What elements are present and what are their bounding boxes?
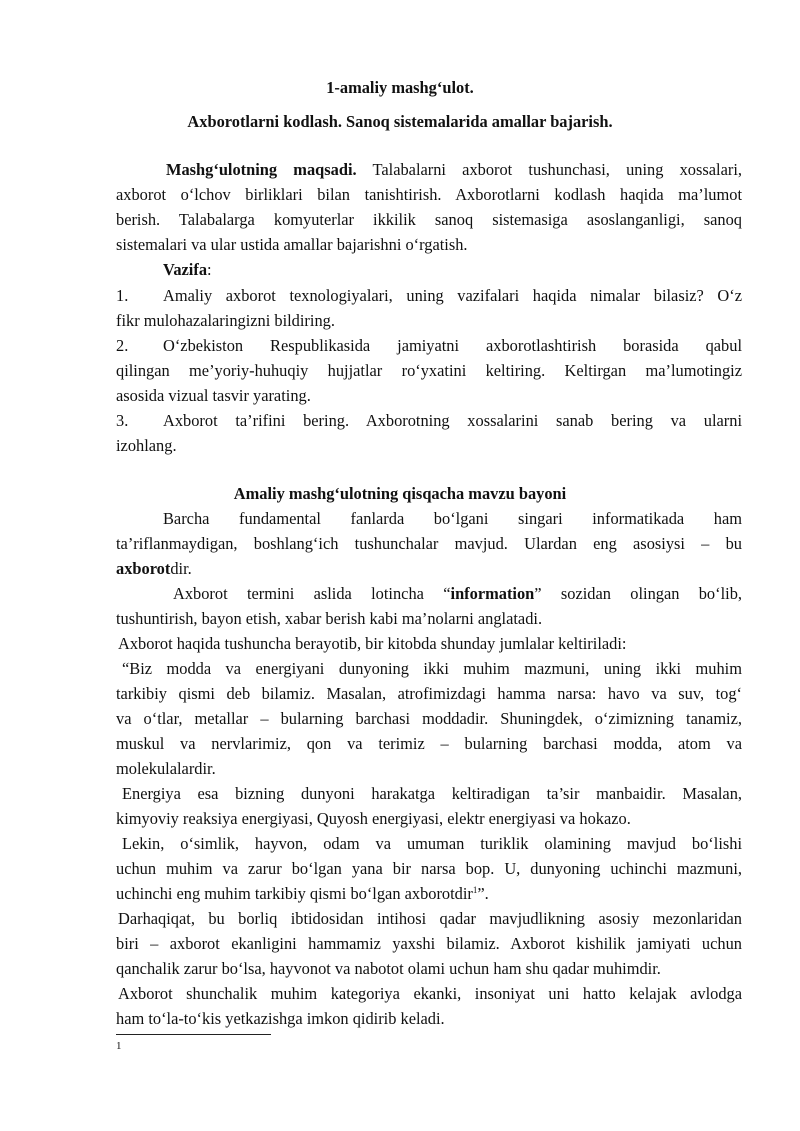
task-label: Vazifa [163,260,208,279]
p8-line-1: Axborot shunchalik muhim kategoriya ekanki, insoniyat uni hatto kelajak avlodga [118,984,742,1003]
p1-tail: dir. [170,559,192,578]
p2-pre: Axborot termini aslida lotincha “ [173,584,451,603]
p2-bold-term: information [450,584,535,603]
task-1-line-2: fikr mulohazalaringizni bildiring. [116,311,335,330]
task-3-line-2: izohlang. [116,436,177,455]
p4-line-2: tarkibiy qismi deb bilamiz. Masalan, atrofimizdagi hamma narsa: havo va suv, tog‘ [116,684,742,703]
p2-post: ” sozidan olingan bo‘lib, [534,584,742,603]
p2-line-2: tushuntirish, bayon etish, xabar berish kabi ma’nolarni anglatadi. [116,609,543,628]
p7-line-3: qanchalik zarur bo‘lsa, hayvonot va nabotot olami uchun ham shu qadar muhimdir. [116,959,661,978]
goal-line-2: axborot o‘lchov birliklari bilan tanishtirish. Axborotlarni kodlash haqida ma’lumot [116,185,742,204]
p1-line-1: Barcha fundamental fanlarda bo‘lgani singari informatikada ham [163,509,742,528]
goal-line-4: sistemalari va ular ustida amallar bajarishni o‘rgatish. [116,235,468,254]
task-2-line-3: asosida vizual tasvir yarating. [116,386,311,405]
goal-line-1 [116,158,742,182]
task-heading [163,258,212,282]
p5-line-1: Energiya esa bizning dunyoni harakatga keltiradigan ta’sir manbaidir. Masalan, [122,784,742,803]
footnote-number: 1 [116,1040,122,1052]
p6-text: uchinchi eng muhim tarkibiy qismi bo‘lgan axborotdir [116,884,473,903]
p1-line-3 [116,557,192,581]
p6-line-3 [116,882,489,906]
section-title: Amaliy mashg‘ulotning qisqacha mavzu bayoni [233,484,567,503]
p2-line-1 [173,582,742,606]
p4-line-1: “Biz modda va energiyani dunyoning ikki muhim mazmuni, uning ikki muhim [122,659,742,678]
goal-label: Mashg‘ulotning maqsadi. [166,160,357,179]
page-title: 1-amaliy mashg‘ulot. [326,78,474,97]
p4-line-4: muskul va nervlarimiz, qon va terimiz – bularning barchasi modda, atom va [116,734,742,753]
p6-line-2: uchun muhim va zarur bo‘lgan yana bir narsa bop. U, dunyoning uchinchi mazmuni, [116,859,742,878]
goal-text-1: Talabalarni axborot tushunchasi, uning xossalari, [356,160,742,179]
p6-line-1: Lekin, o‘simlik, hayvon, odam va umuman turiklik olamining mavjud bo‘lishi [122,834,742,853]
task-colon: : [207,260,212,279]
p6-end: ”. [477,884,489,903]
footnote-divider [116,1034,271,1035]
task-3-line-1: Axborot ta’rifini bering. Axborotning xossalarini sanab bering va ularni [163,411,742,430]
footnote-ref[interactable]: 1 [472,885,478,895]
task-2-line-1: O‘zbekiston Respublikasida jamiyatni axborotlashtirish borasida qabul [163,336,742,355]
p8-line-2: ham to‘la-to‘kis yetkazishga imkon qidirib keladi. [116,1009,445,1028]
task-3-number: 3. [116,411,129,430]
task-2-line-2: qilingan me’yoriy-huhuqiy hujjatlar ro‘yxatini keltiring. Keltirgan ma’lumotingiz [116,361,742,380]
page-subtitle: Axborotlarni kodlash. Sanoq sistemalarida amallar bajarish. [187,112,613,131]
p1-bold-term: axborot [116,559,171,578]
task-1-line-1: Amaliy axborot texnologiyalari, uning vazifalari haqida nimalar bilasiz? O‘z [163,286,742,305]
goal-line-3: berish. Talabalarga komyuterlar ikkilik sanoq sistemasiga asoslanganligi, sanoq [116,210,742,229]
p4-line-3: va o‘tlar, metallar – bularning barchasi moddadir. Shuningdek, o‘zimizning tanamiz, [116,709,742,728]
p7-line-2: biri – axborot ekanligini hammamiz yaxshi bilamiz. Axborot kishilik jamiyati uchun [116,934,742,953]
p4-line-5: molekulalardir. [116,759,216,778]
p7-line-1: Darhaqiqat, bu borliq ibtidosidan intihosi qadar mavjudlikning asosiy mezonlaridan [118,909,742,928]
p5-line-2: kimyoviy reaksiya energiyasi, Quyosh energiyasi, elektr energiyasi va hokazo. [116,809,631,828]
p1-line-2: ta’riflanmaydigan, boshlang‘ich tushunchalar mavjud. Ulardan eng asosiysi – bu [116,534,742,553]
task-1-number: 1. [116,286,129,305]
task-2-number: 2. [116,336,129,355]
p3-line: Axborot haqida tushuncha berayotib, bir kitobda shunday jumlalar keltiriladi: [118,634,627,653]
